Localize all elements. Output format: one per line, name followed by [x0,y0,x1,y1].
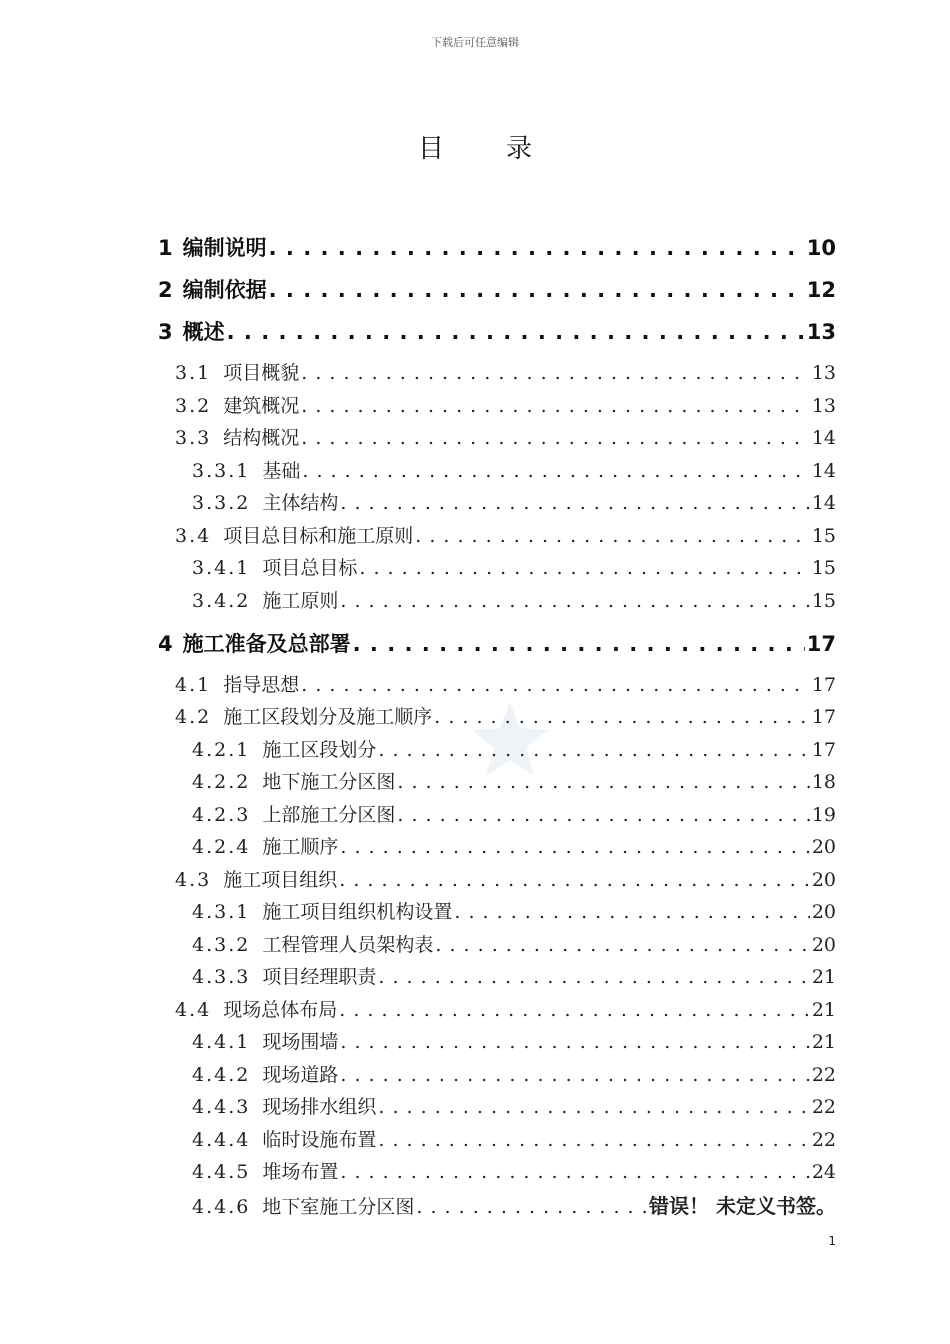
toc-page-number: 22 [811,1063,836,1086]
toc-dot-leader [454,901,809,923]
toc-entry-title: 施工准备及总部署 [182,631,351,656]
toc-entry-label [175,702,432,729]
toc-dot-leader [339,999,810,1021]
toc-entry-number: 4 [158,631,173,656]
toc-entry[interactable] [158,232,836,262]
toc-dot-leader [353,632,805,656]
toc-entry-number: 3.2 [175,394,212,417]
toc-page-number: 14 [811,492,836,514]
toc-dot-leader [269,236,805,260]
toc-entry-label [158,316,225,346]
toc-entry-title: 施工原则 [262,589,339,612]
toc-page-number: 21 [811,966,836,988]
toc-entry-number: 3.3.1 [192,459,251,482]
toc-error-message: 错误！ 未定义书签。 [649,1193,836,1218]
toc-entry-number: 4.3.2 [192,933,251,956]
toc-entry[interactable] [192,1157,836,1184]
toc-page-number: 15 [811,589,836,612]
toc-entry[interactable] [192,962,836,989]
toc-dot-leader [227,320,805,344]
toc-entry-number: 4.2.4 [192,836,251,858]
toc-dot-leader [359,557,809,579]
toc-page-number: 13 [811,362,836,384]
toc-entry-title: 项目总目标 [262,557,358,579]
toc-page-number: 21 [811,998,836,1021]
toc-page-number: 10 [806,236,836,260]
toc-dot-leader [378,739,809,761]
toc-entry-label [175,995,337,1022]
toc-entry-number: 4.4.3 [192,1096,251,1118]
toc-entry[interactable] [192,800,836,827]
toc-dot-leader [378,966,809,988]
toc-page-number: 17 [811,738,836,761]
toc-entry-label [192,800,395,827]
toc-entry-title: 编制说明 [182,236,267,260]
toc-entry-label [192,1092,376,1119]
toc-entry-number: 4.4.6 [192,1195,251,1218]
toc-page-number: 22 [811,1128,836,1151]
toc-entry[interactable] [192,586,836,613]
toc-dot-leader [397,804,809,826]
toc-entry-title: 地下室施工分区图 [262,1195,415,1218]
toc-dot-leader [339,869,810,891]
toc-entry-title: 主体结构 [262,492,339,514]
toc-entry-title: 概述 [182,320,225,344]
toc-dot-leader [378,1096,809,1118]
toc-entry-title: 项目总目标和施工原则 [223,524,414,547]
toc-page-number: 18 [811,771,836,793]
toc-entry-label [175,670,299,697]
toc-entry-number: 4.4.1 [192,1031,251,1053]
toc-page-number: 17 [811,673,836,696]
toc-entry[interactable] [192,1190,836,1219]
toc-entry-label [175,865,337,892]
toc-entry-number: 3.3 [175,427,212,449]
toc-entry[interactable] [175,702,836,729]
toc-entry-number: 4.2.3 [192,803,251,826]
toc-entry-label [175,423,299,450]
toc-page-number: 17 [806,631,836,656]
toc-entry[interactable] [175,521,836,548]
toc-entry-label [192,1157,338,1184]
toc-entry-label [192,1192,414,1219]
toc-entry-label [192,1125,376,1152]
toc-entry[interactable] [175,995,836,1022]
toc-dot-leader [340,1031,809,1053]
toc-entry-number: 4.4.4 [192,1128,251,1151]
toc-entry-title: 临时设施布置 [262,1128,377,1151]
toc-page-number: 20 [811,836,836,858]
toc-entry-title: 施工区段划分及施工顺序 [223,706,433,728]
toc-dot-leader [301,674,810,696]
toc-entry-title: 上部施工分区图 [262,803,396,826]
toc-dot-leader [416,1196,647,1218]
toc-entry-number: 4.2.1 [192,738,251,761]
toc-page-number: 21 [811,1031,836,1053]
toc-dot-leader [397,771,809,793]
toc-entry-title: 施工项目组织 [223,868,338,891]
toc-entry-title: 工程管理人员架构表 [262,933,434,956]
toc-entry-title: 结构概况 [223,427,300,449]
toc-entry-title: 基础 [262,459,301,482]
toc-entry-title: 现场排水组织 [262,1096,377,1118]
toc-entry-number: 3.1 [175,362,212,384]
toc-entry-title: 现场围墙 [262,1031,339,1053]
toc-entry[interactable] [192,735,836,762]
toc-page-number: 15 [811,524,836,547]
toc-entry-number: 3.4.2 [192,589,251,612]
toc-entry-title: 建筑概况 [223,394,300,417]
toc-entry-number: 4.2.2 [192,771,251,793]
toc-page-number: 20 [811,933,836,956]
toc-entry-label [158,232,267,262]
toc-page-number: 22 [811,1096,836,1118]
toc-entry-label [192,1060,338,1087]
toc-dot-leader [302,460,809,482]
toc-dot-leader [340,1161,809,1183]
toc-dot-leader [340,590,809,612]
toc-entry-label [175,391,299,418]
toc-entry[interactable] [175,391,836,418]
toc-dot-leader [434,706,810,728]
toc-entry-label [192,553,357,580]
toc-page-number: 14 [811,459,836,482]
toc-entry[interactable] [175,423,836,450]
toc-entry-title: 现场总体布局 [223,998,338,1021]
toc-entry[interactable] [192,1125,836,1152]
toc-entry-title: 施工顺序 [262,836,339,858]
toc-dot-leader [269,278,805,302]
toc-entry-number: 4.3.1 [192,901,251,923]
toc-dot-leader [378,1129,809,1151]
toc-entry[interactable] [192,1027,836,1054]
toc-entry-title: 施工项目组织机构设置 [262,901,453,923]
toc-dot-leader [301,395,810,417]
toc-page-number: 12 [806,278,836,302]
toc-entry-label [192,1027,338,1054]
toc-entry[interactable] [175,865,836,892]
toc-dot-leader [340,492,809,514]
toc-entry-label [158,628,351,658]
toc-page-number: 15 [811,557,836,579]
toc-page-number: 24 [811,1161,836,1183]
toc-entry-number: 4.3.3 [192,966,251,988]
toc-entry[interactable] [175,358,836,385]
toc-page-number: 20 [811,868,836,891]
toc-entry-title: 地下施工分区图 [262,771,396,793]
toc-entry-label [192,488,338,515]
toc-entry[interactable] [192,897,836,924]
toc-entry-label [192,735,376,762]
toc-dot-leader [435,934,809,956]
toc-entry-number: 4.2 [175,706,212,728]
toc-entry[interactable] [158,316,836,346]
toc-entry-title: 堆场布置 [262,1161,339,1183]
toc-entry-number: 1 [158,236,173,260]
toc-entry-number: 3.3.2 [192,492,251,514]
toc-page-number: 14 [811,427,836,449]
toc-entry[interactable] [192,832,836,859]
toc-entry-number: 3 [158,320,173,344]
toc-entry[interactable] [192,1092,836,1119]
toc-entry-number: 3.4.1 [192,557,251,579]
toc-entry-label [192,930,433,957]
toc-entry-title: 项目经理职责 [262,966,377,988]
toc-entry[interactable] [158,274,836,304]
toc-entry-number: 4.3 [175,868,212,891]
toc-entry[interactable] [192,767,836,794]
toc-entry-number: 2 [158,278,173,302]
toc-entry-title: 现场道路 [262,1063,339,1086]
toc-entry-label [192,897,452,924]
toc-entry-title: 指导思想 [223,673,300,696]
toc-dot-leader [340,1064,809,1086]
toc-entry-number: 4.4.5 [192,1161,251,1183]
toc-entry-title: 编制依据 [182,278,267,302]
toc-entry-number: 3.4 [175,524,212,547]
toc-entry[interactable] [192,1060,836,1087]
toc-entry[interactable] [192,553,836,580]
toc-entry-label [192,962,376,989]
toc-entry-label [158,274,267,304]
toc-entry-label [175,358,299,385]
page-title: 目录 [417,134,594,164]
toc-dot-leader [415,525,810,547]
toc-entry-title: 项目概貌 [223,362,300,384]
toc-entry-label [192,767,395,794]
toc-entry[interactable] [192,456,836,483]
toc-dot-leader [301,427,810,449]
toc-entry[interactable] [192,488,836,515]
toc-page-number: 13 [806,320,836,344]
toc-entry[interactable] [158,628,836,658]
toc-entry-number: 4.4 [175,998,212,1021]
toc-page-number: 20 [811,901,836,923]
toc-page-number: 17 [811,706,836,728]
toc-entry-title: 施工区段划分 [262,738,377,761]
toc-dot-leader [340,836,809,858]
page-header: 下载后可任意编辑 [431,36,519,49]
toc-entry-label [192,456,300,483]
toc-page-number: 13 [811,394,836,417]
toc-entry-label [192,586,338,613]
toc-entry-number: 4.1 [175,673,212,696]
toc-entry-number: 4.4.2 [192,1063,251,1086]
toc-entry[interactable] [192,930,836,957]
toc-entry[interactable] [175,670,836,697]
toc-page-number: 19 [811,803,836,826]
page-number: 1 [828,1234,836,1248]
toc-dot-leader [301,362,810,384]
toc-entry-label [192,832,338,859]
toc-entry-label [175,521,413,548]
